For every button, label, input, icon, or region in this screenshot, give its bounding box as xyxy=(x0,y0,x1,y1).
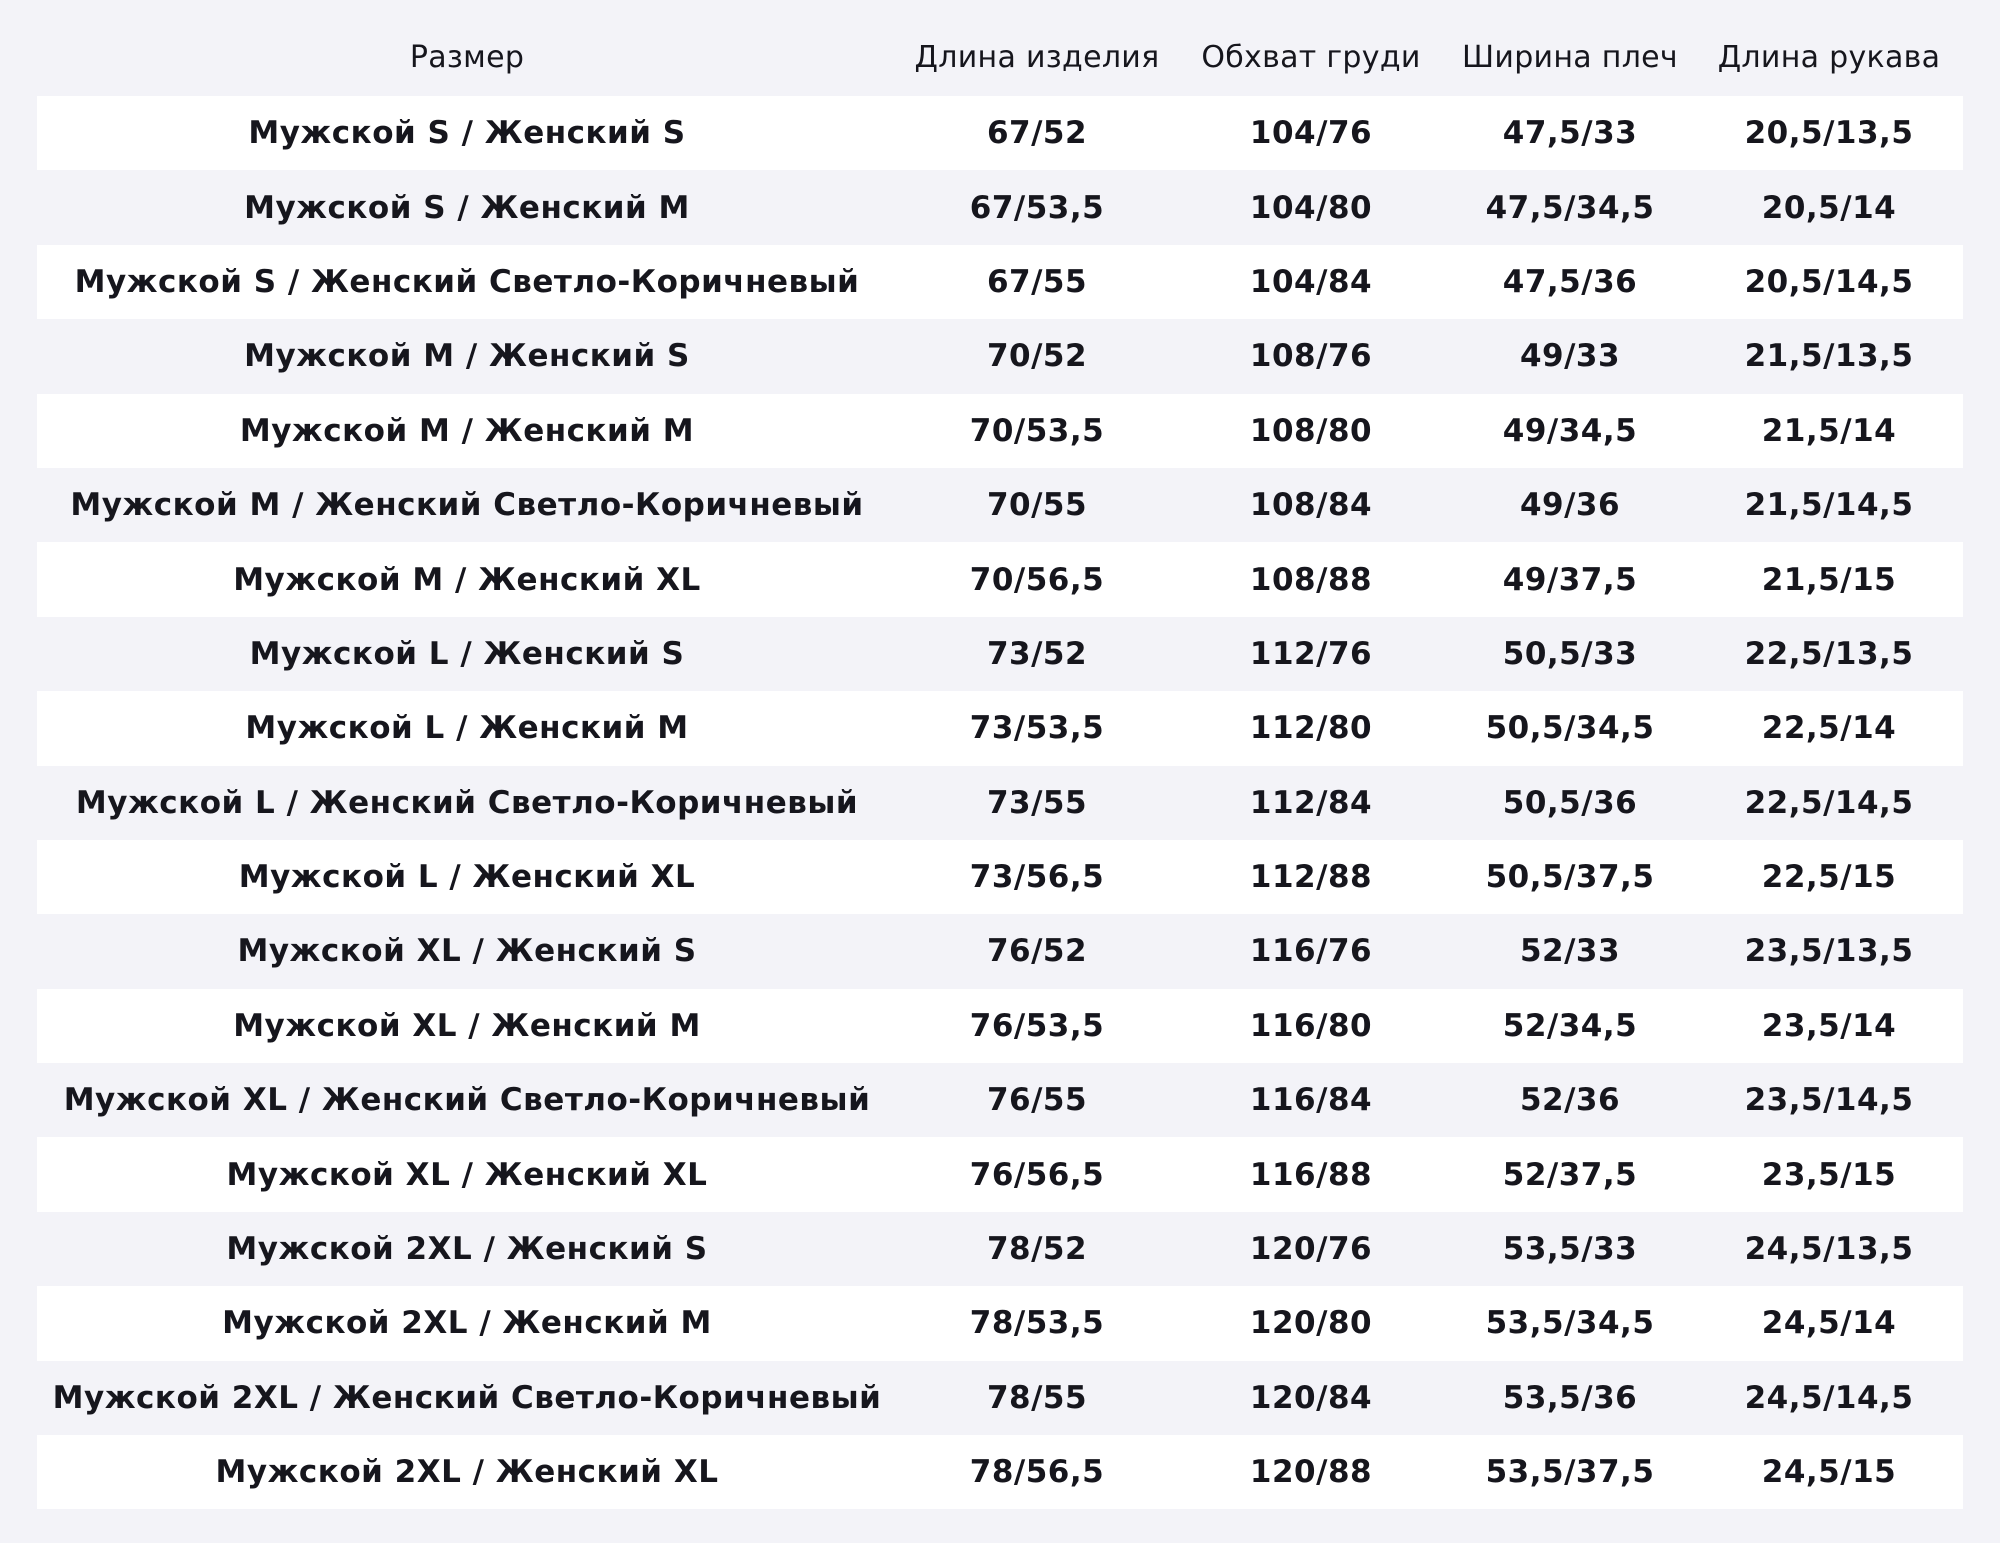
table-row xyxy=(37,914,1963,988)
cell-chest: 108/76 xyxy=(1177,319,1445,393)
cell-chest: 120/84 xyxy=(1177,1361,1445,1435)
table-row xyxy=(37,989,1963,1063)
cell-sleeve: 22,5/14 xyxy=(1695,691,1963,765)
cell-length: 76/55 xyxy=(897,1063,1177,1137)
cell-shoulder: 49/34,5 xyxy=(1445,394,1695,468)
header-length: Длина изделия xyxy=(914,39,1160,75)
cell-size: Мужской XL / Женский Светло-Коричневый xyxy=(37,1063,897,1137)
cell-size: Мужской M / Женский XL xyxy=(37,542,897,616)
table-row xyxy=(37,319,1963,393)
cell-length: 67/55 xyxy=(897,245,1177,319)
table-row xyxy=(37,542,1963,616)
cell-size: Мужской M / Женский Светло-Коричневый xyxy=(37,468,897,542)
cell-sleeve: 20,5/14 xyxy=(1695,170,1963,244)
table-row xyxy=(37,170,1963,244)
cell-size: Мужской L / Женский M xyxy=(37,691,897,765)
cell-length: 76/56,5 xyxy=(897,1137,1177,1211)
cell-length: 76/52 xyxy=(897,914,1177,988)
cell-sleeve: 23,5/14 xyxy=(1695,989,1963,1063)
cell-size: Мужской 2XL / Женский S xyxy=(37,1212,897,1286)
cell-length: 78/52 xyxy=(897,1212,1177,1286)
cell-length: 73/52 xyxy=(897,617,1177,691)
cell-shoulder: 53,5/34,5 xyxy=(1445,1286,1695,1360)
table-row xyxy=(37,96,1963,170)
cell-length: 73/55 xyxy=(897,766,1177,840)
cell-shoulder: 49/37,5 xyxy=(1445,542,1695,616)
cell-sleeve: 22,5/15 xyxy=(1695,840,1963,914)
cell-size: Мужской S / Женский M xyxy=(37,170,897,244)
cell-sleeve: 22,5/14,5 xyxy=(1695,766,1963,840)
cell-chest: 108/84 xyxy=(1177,468,1445,542)
cell-sleeve: 23,5/13,5 xyxy=(1695,914,1963,988)
cell-length: 76/53,5 xyxy=(897,989,1177,1063)
cell-chest: 108/88 xyxy=(1177,542,1445,616)
table-row xyxy=(37,1212,1963,1286)
cell-shoulder: 53,5/36 xyxy=(1445,1361,1695,1435)
cell-size: Мужской S / Женский S xyxy=(37,96,897,170)
size-table xyxy=(37,18,1963,1509)
cell-length: 67/52 xyxy=(897,96,1177,170)
cell-sleeve: 24,5/15 xyxy=(1695,1435,1963,1509)
cell-shoulder: 49/36 xyxy=(1445,468,1695,542)
cell-chest: 120/88 xyxy=(1177,1435,1445,1509)
cell-sleeve: 24,5/14 xyxy=(1695,1286,1963,1360)
cell-length: 67/53,5 xyxy=(897,170,1177,244)
table-row xyxy=(37,691,1963,765)
cell-chest: 116/76 xyxy=(1177,914,1445,988)
cell-chest: 112/84 xyxy=(1177,766,1445,840)
cell-length: 78/55 xyxy=(897,1361,1177,1435)
cell-size: Мужской 2XL / Женский Светло-Коричневый xyxy=(37,1361,897,1435)
cell-shoulder: 53,5/37,5 xyxy=(1445,1435,1695,1509)
cell-shoulder: 52/33 xyxy=(1445,914,1695,988)
cell-size: Мужской L / Женский S xyxy=(37,617,897,691)
cell-length: 70/53,5 xyxy=(897,394,1177,468)
table-row xyxy=(37,468,1963,542)
cell-sleeve: 20,5/14,5 xyxy=(1695,245,1963,319)
header-chest: Обхват груди xyxy=(1201,39,1421,75)
cell-shoulder: 49/33 xyxy=(1445,319,1695,393)
cell-chest: 120/80 xyxy=(1177,1286,1445,1360)
cell-chest: 112/88 xyxy=(1177,840,1445,914)
cell-size: Мужской 2XL / Женский XL xyxy=(37,1435,897,1509)
cell-chest: 120/76 xyxy=(1177,1212,1445,1286)
cell-chest: 116/88 xyxy=(1177,1137,1445,1211)
cell-chest: 116/84 xyxy=(1177,1063,1445,1137)
table-row xyxy=(37,245,1963,319)
cell-size: Мужской M / Женский M xyxy=(37,394,897,468)
cell-length: 70/56,5 xyxy=(897,542,1177,616)
cell-sleeve: 22,5/13,5 xyxy=(1695,617,1963,691)
cell-sleeve: 21,5/13,5 xyxy=(1695,319,1963,393)
cell-sleeve: 21,5/15 xyxy=(1695,542,1963,616)
cell-size: Мужской L / Женский XL xyxy=(37,840,897,914)
table-body xyxy=(37,96,1963,1509)
cell-sleeve: 21,5/14 xyxy=(1695,394,1963,468)
cell-chest: 104/80 xyxy=(1177,170,1445,244)
table-row xyxy=(37,1286,1963,1360)
cell-size: Мужской XL / Женский S xyxy=(37,914,897,988)
size-chart xyxy=(37,18,1963,1509)
cell-length: 70/55 xyxy=(897,468,1177,542)
cell-shoulder: 50,5/37,5 xyxy=(1445,840,1695,914)
cell-length: 78/53,5 xyxy=(897,1286,1177,1360)
table-row xyxy=(37,1137,1963,1211)
cell-length: 73/53,5 xyxy=(897,691,1177,765)
cell-shoulder: 50,5/36 xyxy=(1445,766,1695,840)
cell-shoulder: 52/34,5 xyxy=(1445,989,1695,1063)
cell-size: Мужской L / Женский Светло-Коричневый xyxy=(37,766,897,840)
cell-length: 73/56,5 xyxy=(897,840,1177,914)
cell-chest: 104/76 xyxy=(1177,96,1445,170)
table-row xyxy=(37,1063,1963,1137)
cell-size: Мужской XL / Женский XL xyxy=(37,1137,897,1211)
cell-shoulder: 52/37,5 xyxy=(1445,1137,1695,1211)
header-size: Размер xyxy=(409,39,525,75)
table-row xyxy=(37,1435,1963,1509)
cell-chest: 116/80 xyxy=(1177,989,1445,1063)
cell-sleeve: 20,5/13,5 xyxy=(1695,96,1963,170)
cell-chest: 112/76 xyxy=(1177,617,1445,691)
cell-sleeve: 23,5/14,5 xyxy=(1695,1063,1963,1137)
table-header xyxy=(37,18,1963,96)
cell-shoulder: 50,5/33 xyxy=(1445,617,1695,691)
cell-size: Мужской 2XL / Женский M xyxy=(37,1286,897,1360)
cell-shoulder: 47,5/33 xyxy=(1445,96,1695,170)
header-shoulder: Ширина плеч xyxy=(1462,39,1678,75)
cell-sleeve: 24,5/13,5 xyxy=(1695,1212,1963,1286)
cell-size: Мужской M / Женский S xyxy=(37,319,897,393)
cell-size: Мужской XL / Женский M xyxy=(37,989,897,1063)
cell-sleeve: 23,5/15 xyxy=(1695,1137,1963,1211)
header-row xyxy=(37,18,1963,96)
table-row xyxy=(37,394,1963,468)
header-sleeve: Длина рукава xyxy=(1717,39,1941,75)
cell-sleeve: 21,5/14,5 xyxy=(1695,468,1963,542)
cell-length: 70/52 xyxy=(897,319,1177,393)
cell-shoulder: 50,5/34,5 xyxy=(1445,691,1695,765)
table-row xyxy=(37,766,1963,840)
table-row xyxy=(37,840,1963,914)
table-row xyxy=(37,617,1963,691)
cell-sleeve: 24,5/14,5 xyxy=(1695,1361,1963,1435)
cell-shoulder: 47,5/34,5 xyxy=(1445,170,1695,244)
cell-chest: 108/80 xyxy=(1177,394,1445,468)
cell-chest: 112/80 xyxy=(1177,691,1445,765)
cell-shoulder: 52/36 xyxy=(1445,1063,1695,1137)
cell-chest: 104/84 xyxy=(1177,245,1445,319)
table-row xyxy=(37,1361,1963,1435)
cell-length: 78/56,5 xyxy=(897,1435,1177,1509)
cell-shoulder: 47,5/36 xyxy=(1445,245,1695,319)
cell-shoulder: 53,5/33 xyxy=(1445,1212,1695,1286)
cell-size: Мужской S / Женский Светло-Коричневый xyxy=(37,245,897,319)
